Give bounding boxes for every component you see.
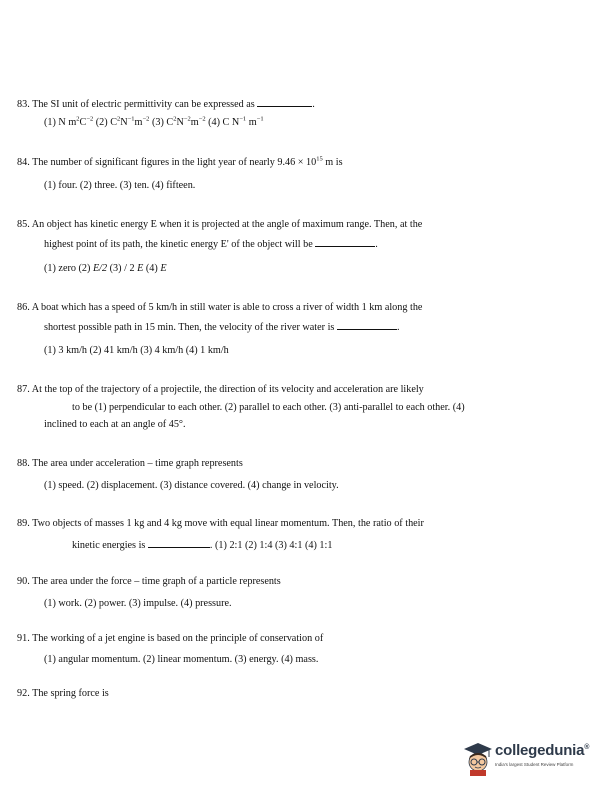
question-number: 86. — [17, 302, 30, 313]
question-text: The number of significant figures in the light year of nearly 9.46 × 10 — [32, 157, 317, 168]
question-text: highest point of its path, the kinetic energy E' of the object will be — [44, 239, 313, 250]
question-number: 90. — [17, 576, 30, 587]
opt-sup: 2 — [117, 115, 121, 123]
question-text: The area under the force – time graph of a particle represents — [32, 576, 281, 587]
opt-text: m — [134, 117, 143, 128]
question-85-options — [44, 263, 167, 274]
opt-text: (1) zero (2) — [44, 263, 93, 274]
question-92 — [17, 688, 109, 699]
answer-blank — [315, 237, 375, 247]
opt-text: m — [248, 117, 257, 128]
opt-sup: −2 — [142, 115, 150, 123]
question-89-line2 — [72, 538, 332, 551]
opt-sup: −1 — [239, 115, 247, 123]
opt-text: C — [79, 117, 87, 128]
opt-sup: −2 — [198, 115, 206, 123]
opt-sup: −1 — [127, 115, 135, 123]
question-86-options: (1) 3 km/h (2) 41 km/h (3) 4 km/h (4) 1 km/h — [44, 345, 229, 356]
question-number: 88. — [17, 458, 30, 469]
question-text-tail: m is — [325, 157, 343, 168]
question-88-options: (1) speed. (2) displacement. (3) distance covered. (4) change in velocity. — [44, 480, 339, 491]
question-text: The working of a jet engine is based on the principle of conservation of — [32, 633, 324, 644]
opt-sup: −2 — [183, 115, 191, 123]
question-text: The spring force is — [32, 688, 109, 699]
logo-tagline: India's largest Student Review Platform — [495, 762, 574, 767]
question-number: 92. — [17, 688, 30, 699]
question-87-line2: to be (1) perpendicular to each other. (2) parallel to each other. (3) anti-parallel to each other. (4) — [72, 402, 465, 413]
question-text: An object has kinetic energy E when it is projected at the angle of maximum range. Then, at the — [31, 219, 423, 230]
question-options: . (1) 2:1 (2) 1:4 (3) 4:1 (4) 1:1 — [209, 540, 333, 551]
opt-text: (4) C N — [208, 117, 240, 128]
question-number: 83. — [17, 99, 30, 110]
opt-sup: −1 — [256, 115, 264, 123]
question-86 — [17, 302, 422, 313]
question-text: kinetic energies is — [72, 540, 146, 551]
question-87-line3: inclined to each at an angle of 45°. — [44, 419, 186, 430]
collegedunia-logo[interactable] — [462, 740, 597, 780]
opt-text: E — [137, 263, 144, 274]
exponent: 15 — [316, 155, 323, 163]
question-text: Two objects of masses 1 kg and 4 kg move with equal linear momentum. Then, the ratio of their — [32, 518, 424, 529]
opt-text: (1) N m — [44, 117, 77, 128]
question-84-options: (1) four. (2) three. (3) ten. (4) fifteen. — [44, 180, 196, 191]
opt-text: m — [190, 117, 199, 128]
answer-blank — [337, 320, 397, 330]
question-number: 89. — [17, 518, 30, 529]
question-90-options: (1) work. (2) power. (3) impulse. (4) pressure. — [44, 598, 232, 609]
question-text: At the top of the trajectory of a projectile, the direction of its velocity and acceleration are likely — [31, 384, 424, 395]
question-number: 87. — [17, 384, 30, 395]
logo-wordmark — [495, 742, 589, 759]
opt-sup: 2 — [173, 115, 177, 123]
question-83: 83. The SI unit of electric permittivity can be expressed as . — [17, 99, 315, 110]
opt-text: E — [160, 263, 167, 274]
question-text: shortest possible path in 15 min. Then, the velocity of the river water is — [44, 322, 335, 333]
question-83-options — [44, 117, 264, 128]
question-86-line2: shortest possible path in 15 min. Then, the velocity of the river water is . — [44, 322, 400, 333]
answer-blank — [148, 538, 210, 548]
opt-sup: −2 — [86, 115, 94, 123]
trademark: ® — [584, 744, 590, 751]
question-text: The area under acceleration – time graph represents — [32, 458, 243, 469]
opt-text: N — [120, 117, 128, 128]
question-85-line2: highest point of its path, the kinetic energy E' of the object will be . — [44, 239, 378, 250]
question-text: The SI unit of electric permittivity can be expressed as — [32, 99, 255, 110]
question-90 — [17, 576, 281, 587]
question-number: 85. — [17, 219, 30, 230]
opt-text: (2) C — [95, 117, 118, 128]
answer-blank — [257, 97, 312, 107]
question-85 — [17, 219, 422, 230]
question-87 — [17, 384, 424, 395]
question-91-options: (1) angular momentum. (2) linear momentum. (3) energy. (4) mass. — [44, 654, 319, 665]
opt-text: E/2 — [92, 263, 108, 274]
question-91 — [17, 633, 323, 644]
question-84 — [17, 157, 343, 168]
question-text: A boat which has a speed of 5 km/h in still water is able to cross a river of width 1 km along the — [31, 302, 423, 313]
question-88 — [17, 458, 243, 469]
question-number: 91. — [17, 633, 30, 644]
graduate-mascot-icon — [462, 740, 494, 776]
opt-text: (3) / 2 — [107, 263, 138, 274]
question-number: 84. — [17, 157, 30, 168]
opt-sup: 2 — [76, 115, 80, 123]
logo-name: collegedunia — [495, 742, 585, 759]
question-89 — [17, 518, 424, 529]
opt-text: (4) — [143, 263, 161, 274]
opt-text: (3) C — [151, 117, 174, 128]
opt-text: N — [176, 117, 184, 128]
